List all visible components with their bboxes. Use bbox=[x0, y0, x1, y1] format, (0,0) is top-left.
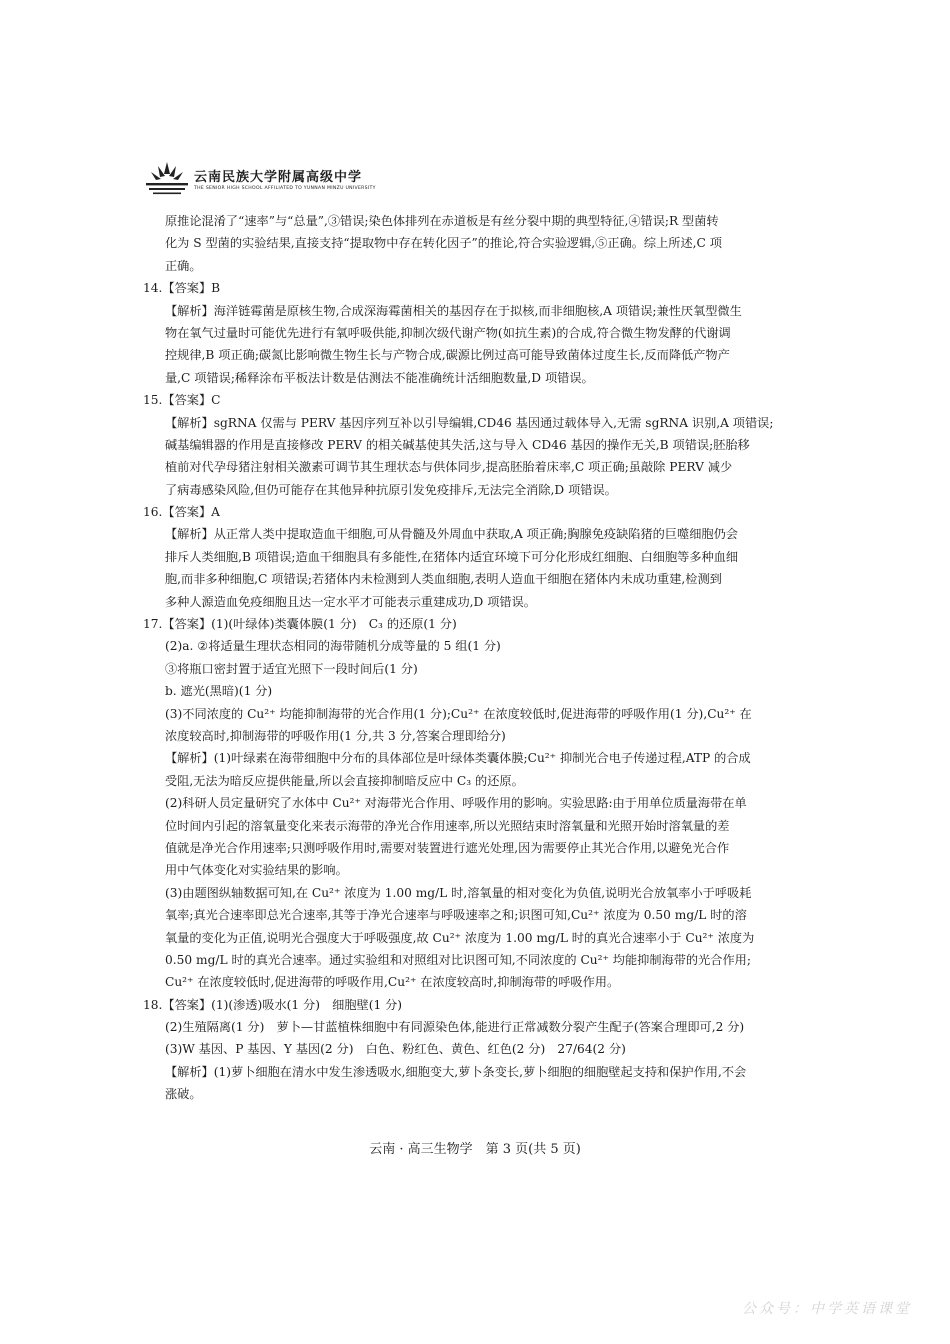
text-line: 【解析】(1)萝卜细胞在清水中发生渗透吸水,细胞变大,萝卜条变长,萝卜细胞的细胞壁起支持和保护作用,不会 bbox=[165, 1064, 747, 1079]
text-line: 位时间内引起的溶氧量变化来表示海带的净光合作用速率,所以光照结束时溶氧量和光照开始时溶氧量的差 bbox=[165, 818, 730, 833]
text-line: 0.50 mg/L 时的真光合速率。通过实验组和对照组对比识图可知,不同浓度的 Cu²⁺ 均能抑制海带的光合作用; bbox=[165, 952, 751, 967]
text-line: (2)科研人员定量研究了水体中 Cu²⁺ 对海带光合作用、呼吸作用的影响。实验思路:由于用单位质量海带在单 bbox=[165, 796, 747, 811]
text-line: 浓度较高时,抑制海带的呼吸作用(1 分,共 3 分,答案合理即给分) bbox=[165, 728, 506, 743]
text-line: 物在氧气过量时可能优先进行有氧呼吸供能,抑制次级代谢产物(如抗生素)的合成,符合微生物发酵的代谢调 bbox=[165, 325, 731, 340]
text-line: 碱基编辑器的作用是直接修改 PERV 的相关碱基使其失活,这与导入 CD46 基因的操作无关,B 项错误;胚胎移 bbox=[165, 437, 750, 452]
text-line: 涨破。 bbox=[165, 1087, 202, 1102]
text-line: 氧率;真光合速率即总光合速率,其等于净光合速率与呼吸速率之和;识图可知,Cu²⁺ 浓度为 0.50 mg/L 时的溶 bbox=[165, 908, 747, 923]
page-footer: 云南 · 高三生物学 第 3 页(共 5 页) bbox=[369, 1142, 581, 1157]
text-line: 14.【答案】B bbox=[143, 281, 221, 296]
text-line: 【解析】sgRNA 仅需与 PERV 基因序列互补以引导编辑,CD46 基因通过载体导入,无需 sgRNA 识别,A 项错误; bbox=[165, 415, 774, 430]
text-line: (2)生殖隔离(1 分) 萝卜—甘蓝植株细胞中有同源染色体,能进行正常减数分裂产生配子(答案合理即可,2 分) bbox=[165, 1020, 745, 1035]
text-line: 16.【答案】A bbox=[143, 505, 220, 520]
school-logo-icon bbox=[144, 158, 190, 198]
text-line: 15.【答案】C bbox=[143, 393, 221, 408]
text-line: (3)不同浓度的 Cu²⁺ 均能抑制海带的光合作用(1 分);Cu²⁺ 在浓度较低时,促进海带的呼吸作用(1 分),Cu²⁺ 在 bbox=[165, 706, 752, 721]
watermark: 公众号：中学英语课堂 bbox=[742, 1301, 912, 1317]
text-line: 原推论混淆了“速率”与“总量”,③错误;染色体排列在赤道板是有丝分裂中期的典型特征,④错误;R 型菌转 bbox=[165, 214, 719, 228]
text-line: 受阻,无法为暗反应提供能量,所以会直接抑制暗反应中 C₃ 的还原。 bbox=[165, 773, 524, 788]
text-line: Cu²⁺ 在浓度较低时,促进海带的呼吸作用,Cu²⁺ 在浓度较高时,抑制海带的呼吸作用。 bbox=[165, 975, 620, 990]
text-line: (3)由题图纵轴数据可知,在 Cu²⁺ 浓度为 1.00 mg/L 时,溶氧量的相对变化为负值,说明光合放氧率小于呼吸耗 bbox=[165, 885, 752, 900]
text-line: 18.【答案】(1)(渗透)吸水(1 分) 细胞壁(1 分) bbox=[143, 997, 403, 1012]
text-line: 用中气体变化对实验结果的影响。 bbox=[165, 863, 348, 878]
school-name-english: THE SENIOR HIGH SCHOOL AFFILIATED TO YUNNAN MINZU UNIVERSITY bbox=[194, 186, 376, 191]
text-line: (3)W 基因、P 基因、Y 基因(2 分) 白色、粉红色、黄色、红色(2 分) 27/64(2 分) bbox=[165, 1042, 626, 1057]
school-header bbox=[144, 158, 374, 198]
text-line: b. 遮光(黑暗)(1 分) bbox=[165, 684, 273, 699]
text-line: 氧量的变化为正值,说明光合强度大于呼吸强度,故 Cu²⁺ 浓度为 1.00 mg/L 时的真光合速率小于 Cu²⁺ 浓度为 bbox=[165, 930, 755, 945]
text-line: ③将瓶口密封置于适宜光照下一段时间后(1 分) bbox=[165, 661, 418, 676]
text-line: 了病毒感染风险,但仍可能存在其他异种抗原引发免疫排斥,无法完全消除,D 项错误。 bbox=[165, 482, 617, 497]
text-line: (2)a. ②将适量生理状态相同的海带随机分成等量的 5 组(1 分) bbox=[165, 639, 501, 654]
text-line: 多种人源造血免疫细胞且达一定水平才可能表示重建成功,D 项错误。 bbox=[165, 594, 536, 609]
text-line: 【解析】从正常人类中提取造血干细胞,可从骨髓及外周血中获取,A 项正确;胸腺免疫缺陷猪的巨噬细胞仍会 bbox=[165, 527, 738, 542]
text-line: 控规律,B 项正确;碳氮比影响微生物生长与产物合成,碳源比例过高可能导致菌体过度生长,反而降低产物产 bbox=[165, 348, 730, 363]
school-name: 云南民族大学附属高级中学 bbox=[194, 170, 363, 185]
text-line: 17.【答案】(1)(叶绿体)类囊体膜(1 分) C₃ 的还原(1 分) bbox=[143, 617, 457, 632]
text-line: 【解析】(1)叶绿素在海带细胞中分布的具体部位是叶绿体类囊体膜;Cu²⁺ 抑制光合电子传递过程,ATP 的合成 bbox=[165, 751, 751, 766]
text-line: 排斥人类细胞,B 项错误;造血干细胞具有多能性,在猪体内适宜环境下可分化形成红细胞、白细胞等多种血细 bbox=[165, 549, 739, 564]
text-line: 胞,而非多种细胞,C 项错误;若猪体内未检测到人类血细胞,表明人造血干细胞在猪体内未成功重建,检测到 bbox=[165, 572, 722, 587]
text-line: 【解析】海洋链霉菌是原核生物,合成深海霉菌相关的基因存在于拟核,而非细胞核,A 项错误;兼性厌氧型微生 bbox=[165, 303, 742, 318]
text-line: 化为 S 型菌的实验结果,直接支持“提取物中存在转化因子”的推论,符合实验逻辑,⑤正确。综上所述,C 项 bbox=[165, 236, 722, 251]
answer-content bbox=[143, 210, 808, 1106]
text-line: 量,C 项错误;稀释涂布平板法计数是估测法不能准确统计活细胞数量,D 项错误。 bbox=[165, 370, 594, 385]
text-line: 正确。 bbox=[165, 258, 202, 273]
text-line: 植前对代孕母猪注射相关激素可调节其生理状态与供体同步,提高胚胎着床率,C 项正确;虽敲除 PERV 减少 bbox=[165, 460, 733, 475]
text-line: 值就是净光合作用速率;只测呼吸作用时,需要对装置进行遮光处理,因为需要停止其光合作用,以避免光合作 bbox=[165, 840, 730, 855]
